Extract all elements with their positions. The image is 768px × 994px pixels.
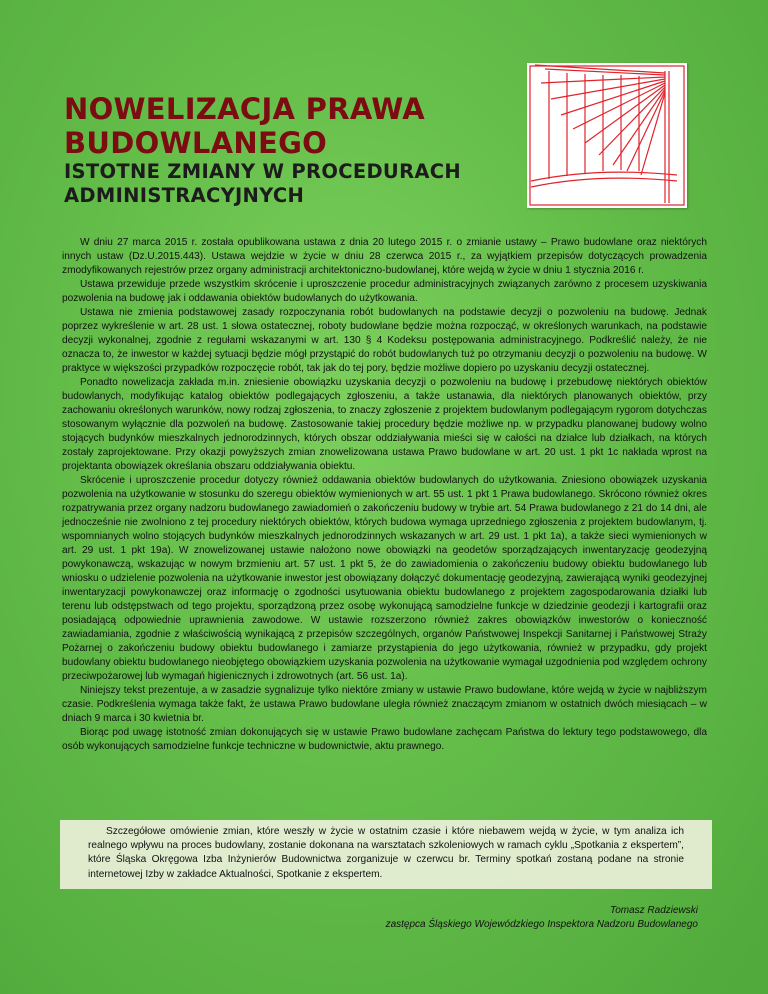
article-paragraph: Biorąc pod uwagę istotność zmian dokonujących się w ustawie Prawo budowlane zachęcam Państwa do lektury tego podstawowego, dla osób wykonujących samodzielne funkcje techniczne w budownictwie, aktu prawnego. xyxy=(62,727,707,752)
note-text: Szczegółowe omówienie zmian, które weszły w życie w ostatnim czasie i które niebawem wejdą w życie, w tym analiza ich realnego wpływu na proces budowlany, zostanie dokonana na warsztatach szkoleniowych w ramach cyklu „Spotkania z ekspertem”, które Śląska Okręgowa Izba Inżynierów Budownictwa zorganizuje w czerwcu br. Terminy spotkań zostaną podane na stronie internetowej Izby w zakładce Aktualności, Spotkanie z ekspertem. xyxy=(88,826,684,880)
article-body xyxy=(62,236,707,754)
article-paragraph: Niniejszy tekst prezentuje, a w zasadzie sygnalizuje tylko niektóre zmiany w ustawie Prawo budowlane, które wejdą w życie w najbliższym czasie. Podkreślenia wymaga także fakt, że ustawa Prawo budowlane uległa również znaczącym zmianom w ostatnich dwóch miesiącach – w dniach 9 marca i 30 kwietnia br. xyxy=(62,685,707,724)
bridge-logo-graphic xyxy=(527,63,687,208)
article-paragraph: Skrócenie i uproszczenie procedur dotyczy również oddawania obiektów budowlanych do użytkowania. Zniesiono obowiązek uzyskania pozwolenia na użytkowanie w stosunku do szeregu obiektów wymienionych w art. 55 ust. 1 pkt 1 Prawa budowlanego. Skrócono również okres rozpatrywania przez organy nadzoru budowlanego zawiadomień o zakończeniu budowy w trybie art. 54 Prawa budowlanego z 21 do 14 dni, ale jednocześnie nie zwolniono z tej procedury niektórych obiektów, których budowa wymaga uprzedniego zgłoszenia z projektem budowlanym, tj. wspomnianych wolno stojących budynków mieszkalnych jednorodzinnych wskazanych w art. 29 ust. 1 pkt 1a), a także sieci wymienionych w art. 29 ust. 1 pkt 19a). W znowelizowanej ustawie nałożono nowe obowiązki na geodetów sporządzających inwentaryzację geodezyjną powykonawczą, wskazując w nowym brzmieniu art. 57 ust. 1 pkt 5, że do zawiadomienia o zakończeniu budowy obiektu budowlanego lub wniosku o udzielenie pozwolenia na użytkowanie inwestor jest obowiązany dołączyć dokumentację geodezyjną, zawierającą wyniki geodezyjnej inwentaryzacji powykonawczej oraz informację o zgodności usytuowania obiektu budowlanego z projektem zagospodarowania działki lub terenu lub odstępstwach od tego projektu, sporządzoną przez osobę wykonującą samodzielne funkcje w dziedzinie geodezji i kartografii oraz posiadającą odpowiednie uprawnienia zawodowe. W ustawie rozszerzono również zakres obowiązków inwestorów o konieczność zawiadamiania, zgodnie z właściwością wynikającą z przepisów szczególnych, organów Państwowej Inspekcji Sanitarnej i Państwowej Straży Pożarnej o zakończeniu budowy obiektu budowlanego i zamiarze przystąpienia do jego użytkowania, również w przypadku, gdy projekt budowlany obiektu budowlanego nieobjętego obowiązkiem uzyskania pozwolenia na użytkowanie wymagał uzgodnienia pod względem ochrony przeciwpożarowej lub wymagań higienicznych i zdrowotnych (art. 56 ust. 1a). xyxy=(62,475,707,682)
author-name: Tomasz Radziewski xyxy=(610,905,698,916)
author-signature xyxy=(278,904,698,932)
bridge-logo-icon xyxy=(527,63,687,208)
subtitle-line-2: ADMINISTRACYJNYCH xyxy=(64,184,305,207)
subtitle-line-1: ISTOTNE ZMIANY W PROCEDURACH xyxy=(64,160,461,183)
title-line-1: NOWELIZACJA PRAWA xyxy=(64,92,426,126)
article-paragraph: Ustawa nie zmienia podstawowej zasady rozpoczynania robót budowlanych na podstawie decyzji o pozwoleniu na budowę. Jednak poprzez wykreślenie w art. 28 ust. 1 słowa ostatecznej, roboty budowlane będzie można rozpocząć, w określonych warunkach, na podstawie decyzji wykonalnej, zgodnie z regułami wskazanymi w art. 130 § 4 Kodeksu postępowania administracyjnego. Podkreślić należy, że nie oznacza to, że inwestor w każdej sytuacji będzie mógł przystąpić do robót budowlanych tuż po otrzymaniu decyzji o pozwoleniu na budowę. W praktyce w większości przypadków rozpoczęcie robót, tak jak do tej pory, będzie możliwe dopiero po uzyskaniu decyzji ostatecznej. xyxy=(62,307,707,374)
page-title xyxy=(64,92,544,160)
author-role: zastępca Śląskiego Wojewódzkiego Inspektora Nadzoru Budowlanego xyxy=(385,919,698,930)
highlight-note-box xyxy=(60,820,712,889)
article-paragraph: Ponadto nowelizacja zakłada m.in. zniesienie obowiązku uzyskania decyzji o pozwoleniu na budowę i przebudowę niektórych obiektów budowlanych, modyfikując katalog obiektów podlegających zgłoszeniu, a także ustanawia, dla niektórych planowanych obiektów, przy zachowaniu określonych warunków, nowy rodzaj zgłoszenia, to znaczy zgłoszenie z projektem budowlanym podlegającym rygorom dotychczas stosowanym wyłącznie dla pozwoleń na budowę. Zastosowanie takiej procedury będzie możliwe np. w przypadku planowanej budowy wolno stojących budynków mieszkalnych jednorodzinnych, których obszar oddziaływania mieści się w całości na działce lub działkach, na których zostały zaprojektowane. Przy okazji powyższych zmian znowelizowana ustawa Prawo budowlane w art. 20 ust. 1 pkt 1c nakłada wprost na projektanta obowiązek określania obszaru oddziaływania obiektu. xyxy=(62,377,707,472)
article-paragraph: Ustawa przewiduje przede wszystkim skrócenie i uproszczenie procedur administracyjnych związanych zarówno z procesem uzyskiwania pozwolenia na budowę jak i oddawania obiektów budowlanych do użytkowania. xyxy=(62,279,707,304)
page-subtitle xyxy=(64,160,584,208)
article-paragraph: W dniu 27 marca 2015 r. została opublikowana ustawa z dnia 20 lutego 2015 r. o zmianie ustawy – Prawo budowlane oraz niektórych innych ustaw (Dz.U.2015.443). Ustawa wejdzie w życie w dniu 28 czerwca 2015 r., za wyjątkiem przepisów dotyczących prowadzenia zmodyfikowanych rejestrów przez organy administracji architektoniczno-budowlanej, które wejdą w życie w dniu 1 stycznia 2016 r. xyxy=(62,237,707,276)
title-line-2: BUDOWLANEGO xyxy=(64,126,328,160)
